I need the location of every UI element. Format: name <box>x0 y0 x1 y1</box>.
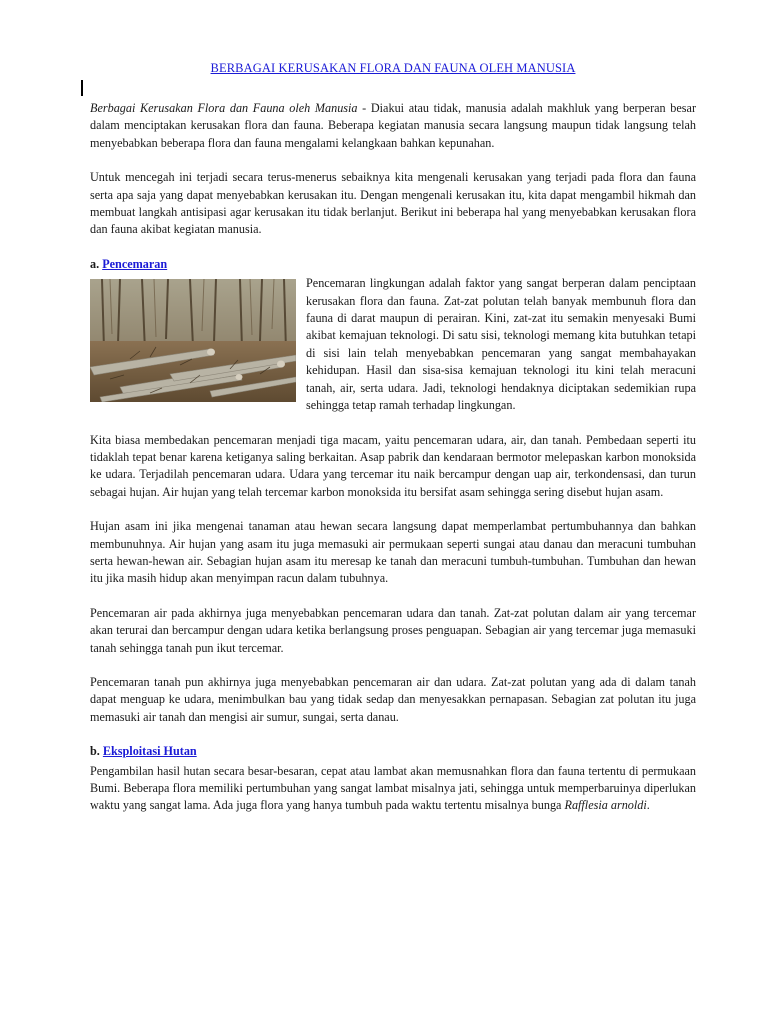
section-a-paragraph-1: Pencemaran lingkungan adalah faktor yang sangat berperan dalam penciptaan kerusakan flora dan fauna. Zat-zat polutan telah banyak membunuh flora dan fauna di darat maupun di perairan. Kini, zat-zat itu semakin menyesaki Bumi akibat kemajuan teknologi. Di satu sisi, teknologi memang kita butuhkan tetapi di sisi lain telah menyebabkan pencemaran yang sangat membahayakan kehidupan. Hasil dan sisa-sisa kemajuan teknologi itu kini telah meracuni tanah, air, serta udara. Jadi, teknologi hendaknya diciptakan sedemikian rupa sehingga tetap ramah terhadap lingkungan. <box>306 276 696 413</box>
pencemaran-link[interactable]: Pencemaran <box>102 256 168 271</box>
section-a-paragraph-3: Hujan asam ini jika mengenai tanaman atau hewan secara langsung dapat memperlambat pertumbuhannya dan bahkan membunuhnya. Air hujan yang asam itu juga memasuki air permukaan seperti sungai atau danau dan meracuni tumbuhan serta hewan-hewan air. Sebagian hujan asam itu meresap ke tanah dan meracuni tumbuh-tumbuhan. Tumbuhan dan hewan itu jika masih hidup akan menyimpan racun dalam tubuhnya. <box>90 519 696 586</box>
section-a-marker: a. <box>90 256 103 271</box>
intro-rest: - Diakui atau tidak, manusia adalah makhluk yang berperan besar dalam menciptakan kerusakan flora dan fauna. Beberapa kegiatan manusia secara langsung maupun tidak langsung telah menyebabkan beberapa flora dan fauna mengalami kelangkaan bahkan kepunahan. <box>90 101 696 150</box>
intro-lead: Berbagai Kerusakan Flora dan Fauna oleh Manusia <box>90 101 358 115</box>
document-page <box>90 60 696 815</box>
felled-trees-photo <box>90 279 296 402</box>
intro-paragraph <box>90 100 696 152</box>
section-b-paragraph-1 <box>90 763 696 815</box>
section-b-marker: b. <box>90 744 103 759</box>
section-b-text-end: . <box>646 798 650 813</box>
text-cursor <box>81 80 83 96</box>
document-title: BERBAGAI KERUSAKAN FLORA DAN FAUNA OLEH MANUSIA <box>210 61 576 75</box>
species-name: Rafflesia arnoldi <box>564 798 647 813</box>
section-a-paragraph-2: Kita biasa membedakan pencemaran menjadi tiga macam, yaitu pencemaran udara, air, dan tanah. Pembedaan seperti itu tidaklah tepat benar karena ketiganya saling berkaitan. Asap pabrik dan kendaraan bermotor melepaskan karbon monoksida ke udara. Terjadilah pencemaran udara. Udara yang tercemar itu naik bercampur dengan uap air, terkondensasi, dan turun sebagai hujan. Air hujan yang telah tercemar karbon monoksida itu bersifat asam sehingga sering disebut hujan asam. <box>90 432 696 499</box>
section-b-heading <box>90 743 696 760</box>
section-b-text-start: Pengambilan hasil hutan secara besar-besaran, cepat atau lambat akan memusnahkan flora dan fauna tertentu di permukaan Bumi. Beberapa flora memiliki pertumbuhan yang sangat lambat misalnya jati, sehingga untuk memperbaruinya diperlukan waktu yang sangat lama. Ada juga flora yang hanya tumbuh pada waktu tertentu misalnya bunga <box>90 763 696 813</box>
eksploitasi-hutan-link[interactable]: Eksploitasi Hutan <box>102 744 197 759</box>
felled-trees-image <box>90 279 296 402</box>
intro-paragraph-2: Untuk mencegah ini terjadi secara terus-menerus sebaiknya kita mengenali kerusakan yang terjadi pada flora dan fauna serta apa saja yang dapat menyebabkan kerusakan itu. Dengan mengenali kerusakan itu, kita dapat mengambil hikmah dan membuat langkah antisipasi agar kerusakan itu tidak berlanjut. Berikut ini beberapa hal yang menyebabkan kerusakan flora dan fauna akibat kegiatan manusia. <box>90 170 696 237</box>
section-a-paragraph-4: Pencemaran air pada akhirnya juga menyebabkan pencemaran udara dan tanah. Zat-zat polutan dalam air yang tercemar akan terurai dan bercampur dengan udara ketika berlangsung proses penguapan. Sebagian air yang tercemar juga memasuki tanah sehingga tanah pun ikut tercemar. <box>90 605 696 655</box>
section-a-paragraph-5: Pencemaran tanah pun akhirnya juga menyebabkan pencemaran air dan udara. Zat-zat polutan yang ada di dalam tanah dapat menguap ke udara, menimbulkan bau yang tidak sedap dan menyesakkan pernapasan. Sebagian zat polutan itu juga memasuki air tanah dan mengisi air sumur, sungai, serta danau. <box>90 674 696 724</box>
section-a-heading <box>90 256 696 273</box>
